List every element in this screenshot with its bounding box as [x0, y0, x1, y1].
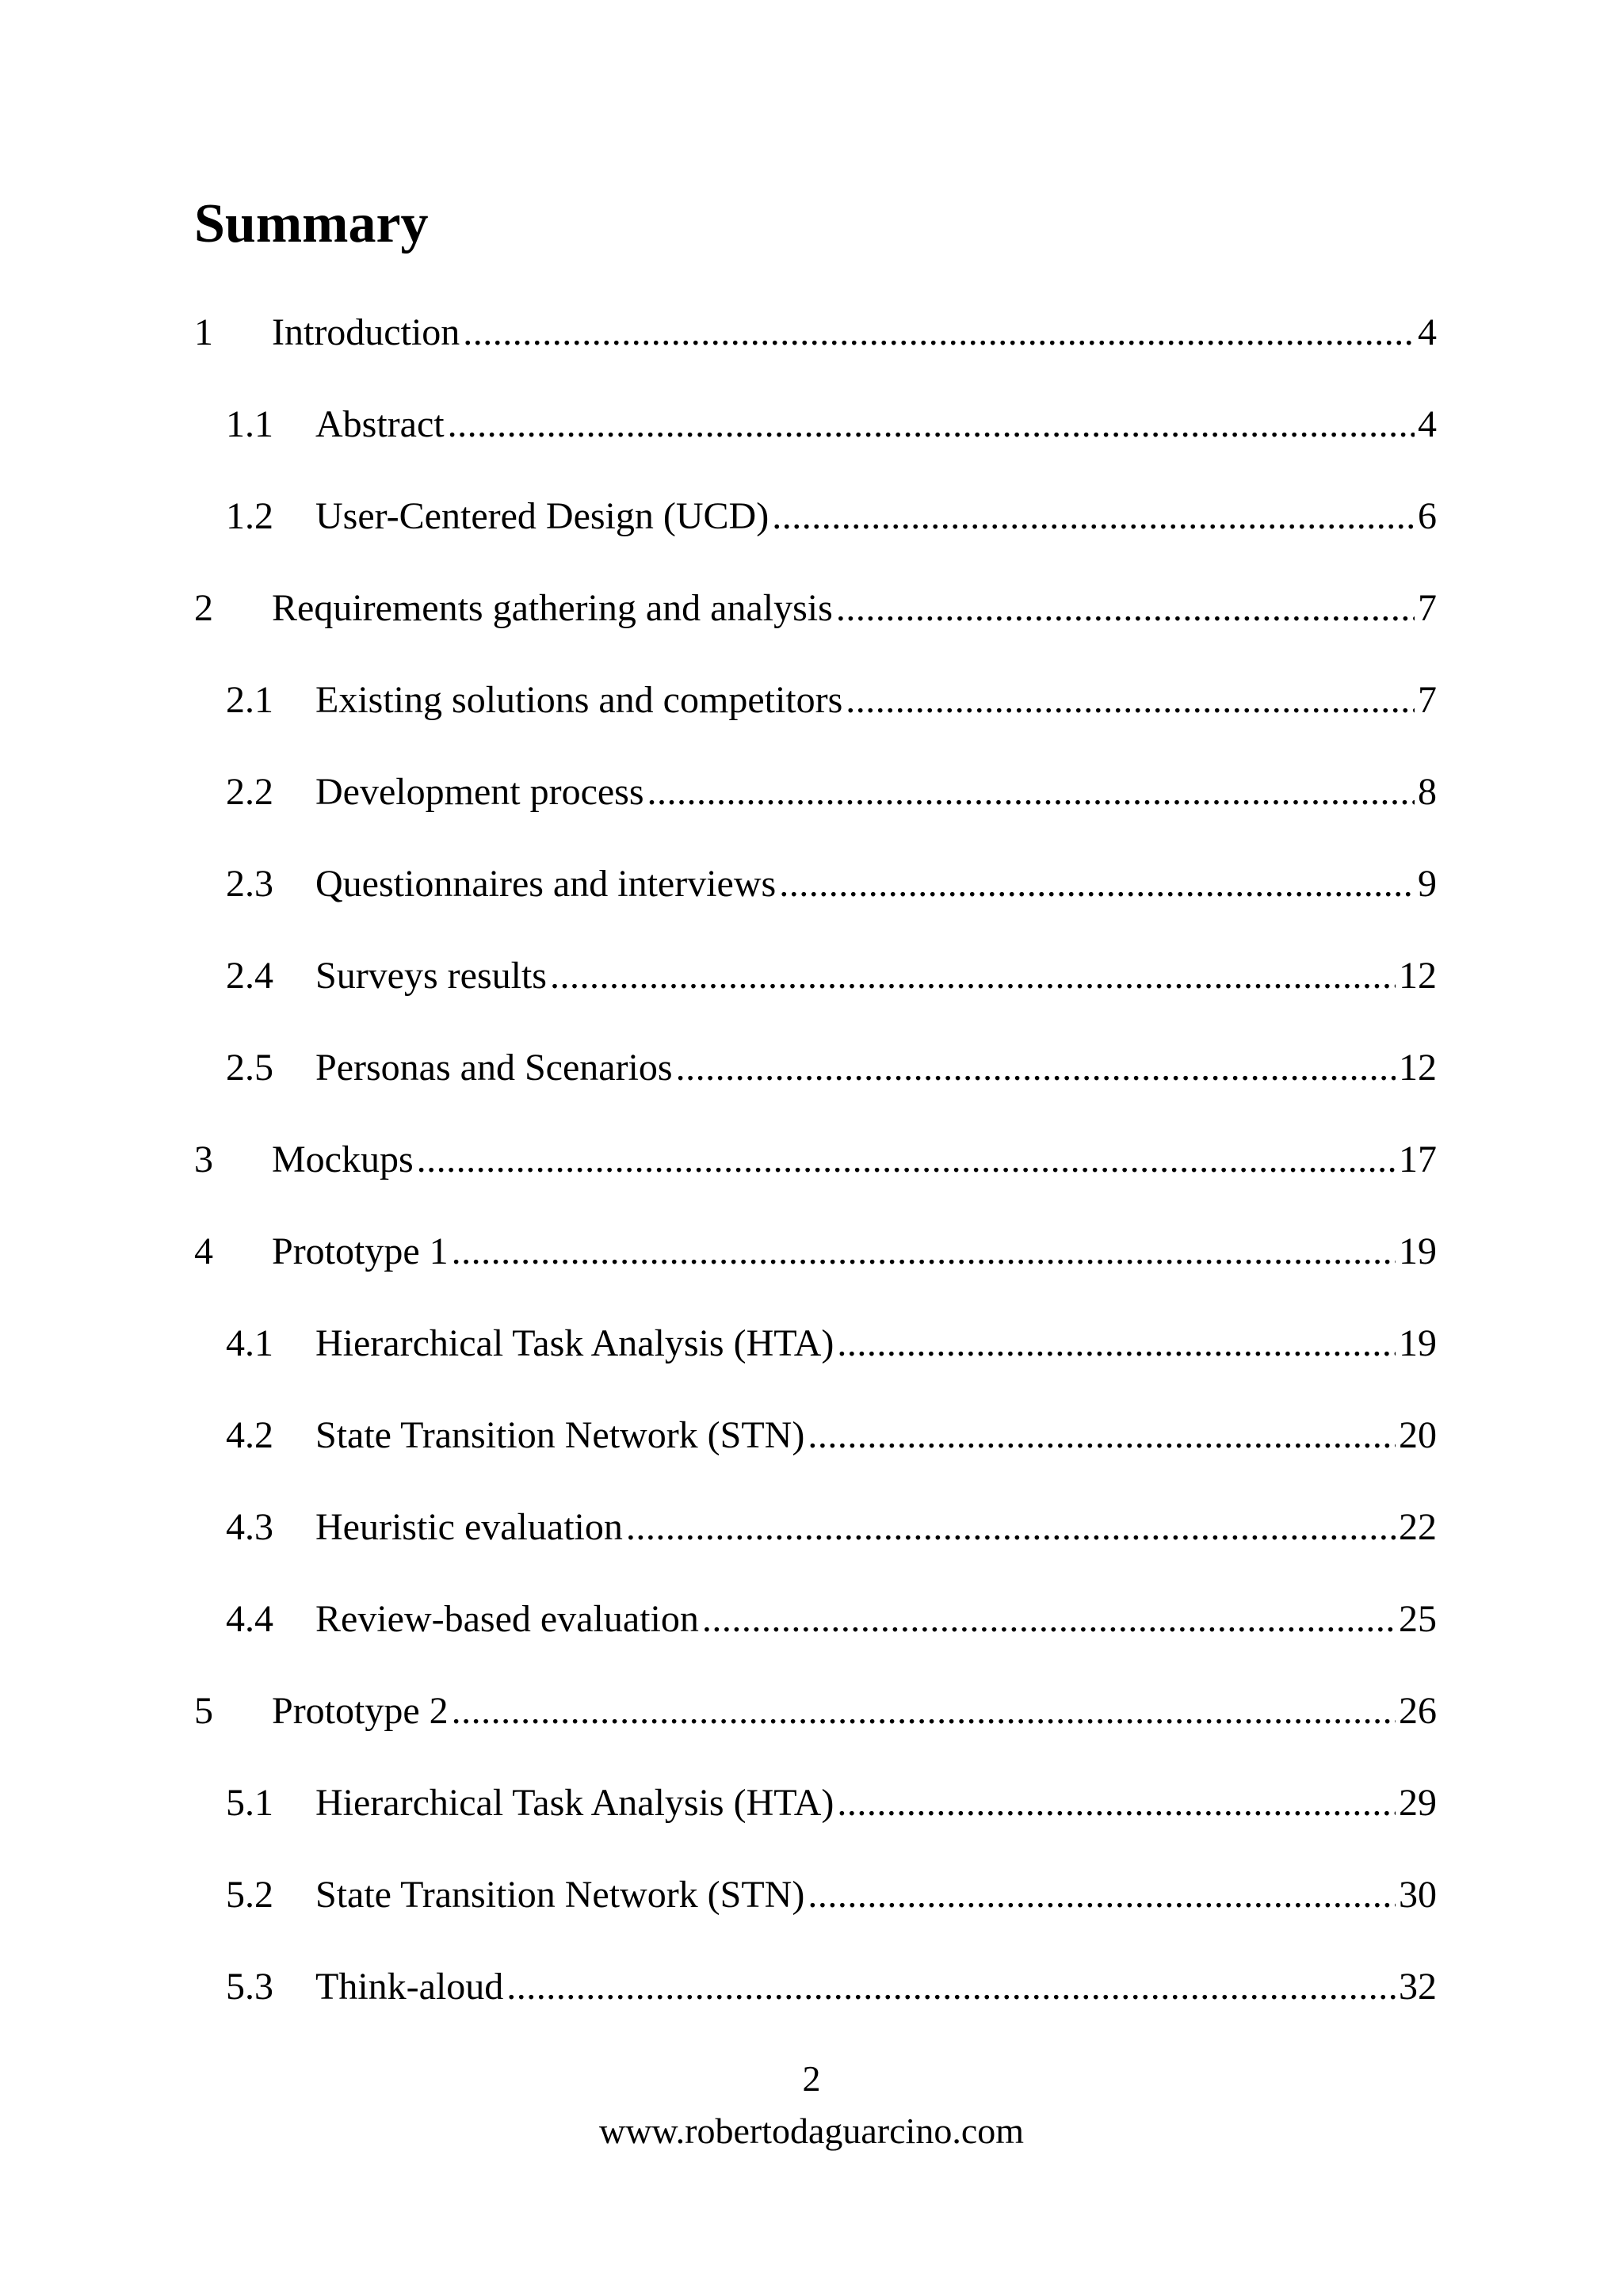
toc-entry-page: 25 [1399, 1598, 1437, 1640]
toc-entry-number: 4 [194, 1230, 213, 1272]
dot-leader [448, 401, 1415, 448]
dot-leader [846, 677, 1415, 724]
toc-entry-title: Surveys results [315, 955, 547, 997]
toc-entry-page: 29 [1399, 1782, 1437, 1824]
toc-entry-number: 5.1 [226, 1782, 273, 1824]
toc-entry[interactable] [194, 1504, 1437, 1596]
toc-entry-number: 2.2 [226, 771, 273, 813]
toc-entry-title: Review-based evaluation [315, 1598, 699, 1640]
dot-leader [808, 1412, 1396, 1459]
dot-leader [808, 1871, 1396, 1919]
footer-website[interactable]: www.robertodaguarcino.com [598, 2111, 1025, 2151]
toc-entry-number: 5.2 [226, 1874, 273, 1916]
toc-entry-number: 2.5 [226, 1047, 273, 1089]
dot-leader [779, 860, 1415, 908]
toc-entry[interactable] [194, 769, 1437, 860]
toc-entry[interactable] [194, 1228, 1437, 1320]
toc-entry-title: Abstract [315, 403, 445, 445]
toc-entry-page: 7 [1418, 587, 1437, 629]
toc-entry-page: 7 [1418, 679, 1437, 721]
toc-entry-page: 19 [1399, 1230, 1437, 1272]
dot-leader [702, 1596, 1396, 1643]
dot-leader [506, 1963, 1396, 2011]
toc-entry-number: 5 [194, 1690, 213, 1732]
toc-entry-title: Introduction [272, 311, 460, 353]
toc-entry-title: State Transition Network (STN) [315, 1874, 805, 1916]
toc-entry-number: 2 [194, 587, 213, 629]
toc-entry[interactable] [194, 1871, 1437, 1963]
toc-entry-title: User-Centered Design (UCD) [315, 495, 769, 537]
toc-entry-title: Development process [315, 771, 644, 813]
toc-entry-page: 30 [1399, 1874, 1437, 1916]
toc-entry[interactable] [194, 493, 1437, 585]
dot-leader [550, 952, 1396, 1000]
toc-entry-page: 20 [1399, 1414, 1437, 1456]
toc-entry-page: 22 [1399, 1506, 1437, 1548]
toc-entry-title: Requirements gathering and analysis [272, 587, 833, 629]
toc-entry-title: Prototype 2 [272, 1690, 449, 1732]
table-of-contents [194, 309, 1437, 2055]
dot-leader [837, 1779, 1396, 1827]
toc-entry-page: 4 [1418, 311, 1437, 353]
toc-entry-title: Prototype 1 [272, 1230, 449, 1272]
toc-entry[interactable] [194, 309, 1437, 401]
toc-entry-number: 4.1 [226, 1322, 273, 1364]
toc-entry[interactable] [194, 401, 1437, 493]
toc-entry-title: Hierarchical Task Analysis (HTA) [315, 1322, 834, 1364]
toc-entry-number: 3 [194, 1138, 213, 1180]
toc-entry-title: State Transition Network (STN) [315, 1414, 805, 1456]
toc-entry-page: 12 [1399, 1047, 1437, 1089]
toc-entry-number: 4.2 [226, 1414, 273, 1456]
toc-entry-number: 2.3 [226, 863, 273, 905]
dot-leader [626, 1504, 1396, 1551]
toc-entry-page: 12 [1399, 955, 1437, 997]
toc-entry-number: 1 [194, 311, 213, 353]
toc-entry-title: Questionnaires and interviews [315, 863, 777, 905]
toc-entry-title: Existing solutions and competitors [315, 679, 843, 721]
toc-entry-title: Heuristic evaluation [315, 1506, 623, 1548]
toc-entry-number: 5.3 [226, 1966, 273, 2008]
toc-entry[interactable] [194, 1136, 1437, 1228]
toc-entry-number: 2.1 [226, 679, 273, 721]
toc-entry[interactable] [194, 585, 1437, 677]
toc-entry-page: 26 [1399, 1690, 1437, 1732]
toc-entry-page: 19 [1399, 1322, 1437, 1364]
toc-entry[interactable] [194, 1320, 1437, 1412]
toc-entry[interactable] [194, 1044, 1437, 1136]
toc-entry-number: 1.2 [226, 495, 273, 537]
toc-entry-page: 6 [1418, 495, 1437, 537]
dot-leader [772, 493, 1415, 540]
toc-entry[interactable] [194, 1779, 1437, 1871]
dot-leader [836, 585, 1415, 632]
dot-leader [452, 1228, 1396, 1276]
toc-entry-title: Hierarchical Task Analysis (HTA) [315, 1782, 834, 1824]
dot-leader [452, 1688, 1396, 1735]
toc-entry-number: 2.4 [226, 955, 273, 997]
toc-entry[interactable] [194, 1596, 1437, 1688]
toc-entry[interactable] [194, 952, 1437, 1044]
toc-entry-page: 32 [1399, 1966, 1437, 2008]
dot-leader [837, 1320, 1396, 1367]
dot-leader [676, 1044, 1396, 1092]
toc-entry-number: 1.1 [226, 403, 273, 445]
toc-entry[interactable] [194, 677, 1437, 769]
toc-entry-page: 8 [1418, 771, 1437, 813]
toc-entry-title: Think-aloud [315, 1966, 504, 2008]
dot-leader [647, 769, 1415, 816]
toc-entry[interactable] [194, 1963, 1437, 2055]
toc-entry[interactable] [194, 860, 1437, 952]
footer-page-number: 2 [802, 2058, 821, 2099]
page-title: Summary [194, 193, 429, 254]
toc-entry[interactable] [194, 1688, 1437, 1779]
toc-entry-title: Personas and Scenarios [315, 1047, 673, 1089]
toc-entry-number: 4.4 [226, 1598, 273, 1640]
toc-entry[interactable] [194, 1412, 1437, 1504]
dot-leader [417, 1136, 1396, 1184]
toc-entry-page: 17 [1399, 1138, 1437, 1180]
dot-leader [463, 309, 1415, 357]
toc-entry-number: 4.3 [226, 1506, 273, 1548]
toc-entry-page: 4 [1418, 403, 1437, 445]
toc-entry-title: Mockups [272, 1138, 414, 1180]
toc-entry-page: 9 [1418, 863, 1437, 905]
